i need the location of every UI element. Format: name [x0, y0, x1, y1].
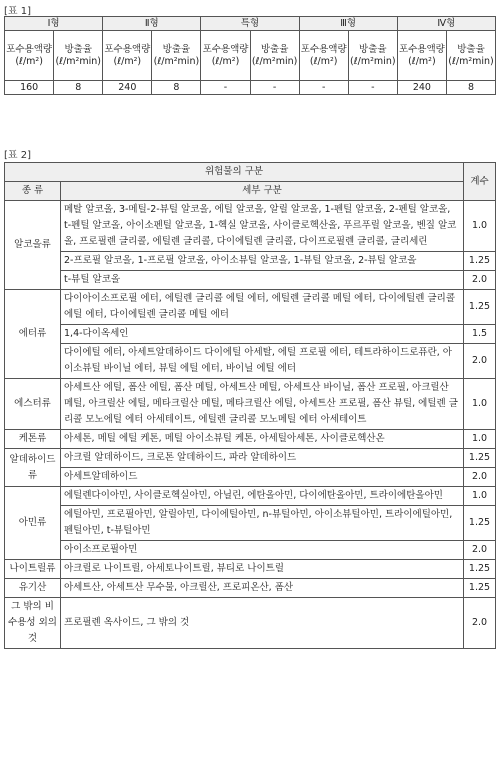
detail-cell: 1,4-다이옥세인 [61, 325, 464, 344]
table-row [5, 271, 496, 290]
coefficient-cell: 2.0 [464, 468, 496, 487]
detail-cell: 다이에틸 에터, 아세트알데하이드 다이에틸 아세탈, 에틸 프로필 에터, 테트라하이드로퓨란, 아이소뷰틸 바이닐 에터, 뷰틸 에틸 에터, 바이닐 에틸 에터 [61, 344, 464, 379]
detail-cell: 에틸렌다이아민, 사이클로헥실아민, 아닐린, 에탄올아민, 다이에탄올아민, 트라이에탄올아민 [61, 487, 464, 506]
category-cell: 아민류 [5, 487, 61, 560]
hazard-coefficient-table [4, 162, 496, 649]
coefficient-cell: 2.0 [464, 541, 496, 560]
coefficient-cell: 1.25 [464, 560, 496, 579]
detail-cell: 메탈 알코올, 3-메틸-2-뷰틸 알코올, 에틸 알코올, 알릴 알코올, 1-펜틸 알코올, 2-펜틸 알코올, t-펜틸 알코올, 아이소펜틸 알코올, 1-헥실 알코올, 사이클로헥산올, 푸르푸릴 알코올, 벤질 알코올, 프로필렌 글리콜, 에틸렌 글리콜, 다이에틸렌 글리콜, 다이프로필렌 글리콜, 글리세린 [61, 201, 464, 252]
category-cell: 케톤류 [5, 430, 61, 449]
discharge-rate-header: 방출율 (ℓ/m²min) [348, 31, 397, 81]
type-header: Ⅱ형 [103, 17, 201, 31]
table-cell: 8 [447, 81, 496, 95]
category-cell: 에터류 [5, 290, 61, 379]
table-cell: 160 [5, 81, 54, 95]
category-cell: 유기산 [5, 579, 61, 598]
coefficient-cell: 2.0 [464, 271, 496, 290]
table-row [5, 560, 496, 579]
table-row [5, 506, 496, 541]
coefficient-cell: 2.0 [464, 598, 496, 649]
category-cell: 알데하이드류 [5, 449, 61, 487]
header-category: 종 류 [5, 182, 61, 201]
table-row [5, 290, 496, 325]
table-row [5, 487, 496, 506]
table-row [5, 579, 496, 598]
category-cell: 알코올류 [5, 201, 61, 290]
table-cell: 240 [103, 81, 152, 95]
discharge-rate-header: 방출율 (ℓ/m²min) [54, 31, 103, 81]
table-header-row [5, 163, 496, 182]
header-detail: 세부 구분 [61, 182, 464, 201]
detail-cell: 아세트산 에틸, 폼산 에틸, 폼산 메틸, 아세트산 메틸, 아세트산 바이닐, 폼산 프로필, 아크릴산 메틸, 아크릴산 에틸, 메타크릴산 메틸, 메타크릴산 에틸, 아세트산 프로필, 폼산 뷰틸, 에틸렌 글리콜 모노에틸 에터 아세테이트, 에틸렌 글리콜 모노메틸 에터 아세테이트 [61, 379, 464, 430]
water-volume-header: 포수용액량 (ℓ/m²) [103, 31, 152, 81]
coefficient-cell: 1.25 [464, 252, 496, 271]
detail-cell: 아세트알데하이드 [61, 468, 464, 487]
coefficient-cell: 1.0 [464, 487, 496, 506]
table-row [5, 379, 496, 430]
type-header: 특형 [201, 17, 299, 31]
value-row [5, 81, 496, 95]
coefficient-cell: 1.25 [464, 579, 496, 598]
coefficient-cell: 1.0 [464, 201, 496, 252]
category-cell: 그 밖의 비수용성 외의 것 [5, 598, 61, 649]
water-volume-header: 포수용액량 (ℓ/m²) [299, 31, 348, 81]
table-cell: 8 [54, 81, 103, 95]
table-row [5, 201, 496, 252]
detail-cell: 아크릴로 나이트릴, 아세토나이트릴, 뷰티로 나이트릴 [61, 560, 464, 579]
table-cell: 240 [397, 81, 446, 95]
table-row [5, 541, 496, 560]
table-row [5, 468, 496, 487]
coefficient-cell: 1.25 [464, 506, 496, 541]
table-cell: 8 [152, 81, 201, 95]
table-row [5, 325, 496, 344]
coefficient-cell: 1.5 [464, 325, 496, 344]
column-header-row [5, 31, 496, 81]
coefficient-cell: 2.0 [464, 344, 496, 379]
water-volume-header: 포수용액량 (ℓ/m²) [201, 31, 250, 81]
detail-cell: 아세트산, 아세트산 무수물, 아크릴산, 프로피온산, 폼산 [61, 579, 464, 598]
coefficient-cell: 1.25 [464, 290, 496, 325]
discharge-rate-header: 방출율 (ℓ/m²min) [447, 31, 496, 81]
table-subheader-row [5, 182, 496, 201]
detail-cell: 아이소프로필아민 [61, 541, 464, 560]
water-volume-header: 포수용액량 (ℓ/m²) [5, 31, 54, 81]
coefficient-cell: 1.25 [464, 449, 496, 468]
detail-cell: t-뷰틸 알코올 [61, 271, 464, 290]
type-header: Ⅳ형 [397, 17, 495, 31]
table-row [5, 430, 496, 449]
detail-cell: 2-프로필 알코올, 1-프로필 알코올, 아이소뷰틸 알코올, 1-뷰틸 알코올, 2-뷰틸 알코올 [61, 252, 464, 271]
discharge-rate-header: 방출율 (ℓ/m²min) [250, 31, 299, 81]
table-cell: - [299, 81, 348, 95]
coefficient-cell: 1.0 [464, 379, 496, 430]
type-header: Ⅲ형 [299, 17, 397, 31]
discharge-rate-header: 방출율 (ℓ/m²min) [152, 31, 201, 81]
header-coefficient: 계수 [464, 163, 496, 201]
category-cell: 나이트릴류 [5, 560, 61, 579]
detail-cell: 프로필렌 옥사이드, 그 밖의 것 [61, 598, 464, 649]
type-header-row [5, 17, 496, 31]
detail-cell: 다이아이소프로필 에터, 에틸렌 글리콜 에틸 에터, 에틸렌 글리콜 메틸 에터, 다이에틸렌 글리콜 에틸 에터, 다이에틸렌 글리콜 메틸 에터 [61, 290, 464, 325]
table2-caption: [표 2] [4, 150, 32, 161]
table-row [5, 252, 496, 271]
category-cell: 에스터류 [5, 379, 61, 430]
table1-caption: [표 1] [4, 6, 32, 17]
table-row [5, 449, 496, 468]
type-header: Ⅰ형 [5, 17, 103, 31]
table-row [5, 598, 496, 649]
detail-cell: 아크릴 알데하이드, 크로톤 알데하이드, 파라 알데하이드 [61, 449, 464, 468]
detail-cell: 에틸아민, 프로필아민, 알릴아민, 다이에틸아민, n-뷰틸아민, 아이소뷰틸아민, 트라이에틸아민, 펜틸아민, t-뷰틸아민 [61, 506, 464, 541]
table-row [5, 344, 496, 379]
header-main: 위험물의 구분 [5, 163, 464, 182]
detail-cell: 아세톤, 메틸 에틸 케톤, 메틸 아이소뷰틸 케톤, 아세틸아세톤, 사이클로헥산온 [61, 430, 464, 449]
foam-type-table [4, 16, 496, 95]
table-cell: - [201, 81, 250, 95]
water-volume-header: 포수용액량 (ℓ/m²) [397, 31, 446, 81]
table-cell: - [250, 81, 299, 95]
coefficient-cell: 1.0 [464, 430, 496, 449]
table-cell: - [348, 81, 397, 95]
